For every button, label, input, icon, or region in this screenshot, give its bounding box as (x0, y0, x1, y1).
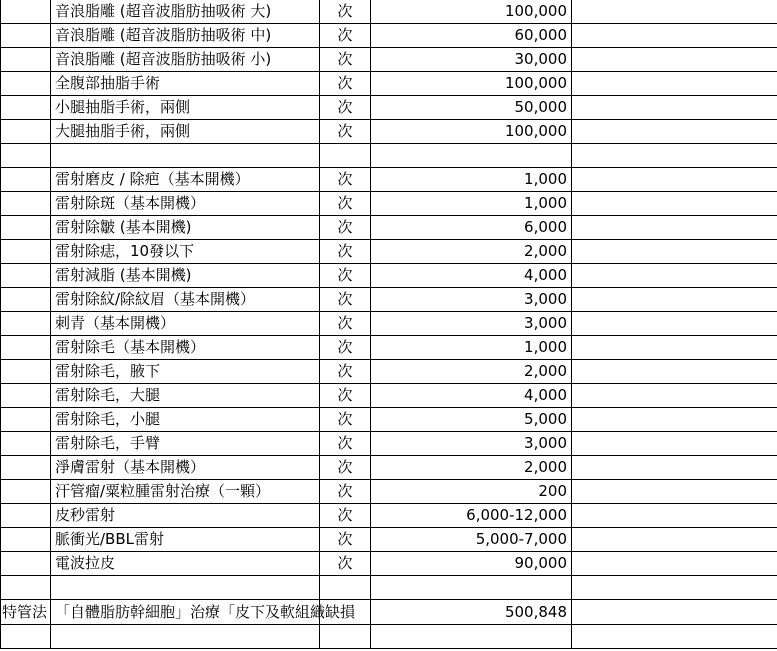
price-cell[interactable]: 3,000 (371, 312, 572, 336)
category-cell[interactable] (1, 312, 51, 336)
empty-cell[interactable] (572, 48, 777, 72)
item-name-cell[interactable]: 雷射除斑（基本開機） (51, 192, 320, 216)
item-name-cell[interactable]: 雷射除痣，10發以下 (51, 240, 320, 264)
empty-cell[interactable] (572, 600, 777, 625)
table-row (1, 120, 777, 144)
empty-cell[interactable] (572, 384, 777, 408)
category-cell[interactable] (1, 288, 51, 312)
empty-cell[interactable] (572, 504, 777, 528)
category-cell[interactable] (1, 216, 51, 240)
unit-cell[interactable]: 次 (320, 360, 371, 384)
empty-cell[interactable] (572, 408, 777, 432)
table-row (1, 168, 777, 192)
table-row (1, 504, 777, 528)
price-cell[interactable] (371, 576, 572, 600)
item-name-cell[interactable]: 大腿抽脂手術，兩側 (51, 120, 320, 144)
empty-cell[interactable] (572, 192, 777, 216)
unit-cell[interactable]: 次 (320, 192, 371, 216)
empty-cell[interactable] (572, 312, 777, 336)
table-row (1, 312, 777, 336)
category-cell[interactable] (1, 576, 51, 600)
unit-cell[interactable]: 次 (320, 336, 371, 360)
item-name-cell[interactable]: 雷射除皺 (基本開機) (51, 216, 320, 240)
category-cell[interactable] (1, 72, 51, 96)
table-row (1, 552, 777, 576)
unit-cell[interactable]: 次 (320, 312, 371, 336)
unit-cell[interactable]: 次 (320, 264, 371, 288)
price-cell[interactable]: 30,000 (371, 48, 572, 72)
table-row (1, 432, 777, 456)
item-name-cell[interactable]: 皮秒雷射 (51, 504, 320, 528)
item-name-cell[interactable]: 雷射除毛，手臂 (51, 432, 320, 456)
price-cell[interactable]: 3,000 (371, 432, 572, 456)
empty-cell[interactable] (572, 0, 777, 24)
unit-cell[interactable]: 次 (320, 24, 371, 48)
price-cell[interactable]: 2,000 (371, 240, 572, 264)
category-cell[interactable] (1, 456, 51, 480)
item-name-cell[interactable]: 音浪脂雕 (超音波脂肪抽吸術 中) (51, 24, 320, 48)
unit-cell[interactable]: 次 (320, 96, 371, 120)
table-row (1, 192, 777, 216)
unit-cell[interactable] (320, 576, 371, 600)
table-row (1, 240, 777, 264)
table-row (1, 48, 777, 72)
unit-cell[interactable]: 次 (320, 288, 371, 312)
category-cell[interactable] (1, 480, 51, 504)
price-cell[interactable]: 6,000 (371, 216, 572, 240)
category-cell[interactable] (1, 432, 51, 456)
empty-cell[interactable] (572, 576, 777, 600)
price-cell[interactable]: 1,000 (371, 168, 572, 192)
empty-cell[interactable] (572, 24, 777, 48)
category-cell[interactable] (1, 120, 51, 144)
empty-cell[interactable] (572, 360, 777, 384)
category-cell[interactable] (1, 336, 51, 360)
empty-cell[interactable] (572, 336, 777, 360)
table-row (1, 528, 777, 552)
empty-cell[interactable] (572, 144, 777, 168)
price-cell[interactable]: 100,000 (371, 0, 572, 24)
unit-cell[interactable]: 次 (320, 456, 371, 480)
empty-cell[interactable] (572, 528, 777, 552)
price-cell[interactable]: 1,000 (371, 192, 572, 216)
price-cell[interactable]: 1,000 (371, 336, 572, 360)
table-row (1, 576, 777, 600)
item-name-cell[interactable]: 雷射除毛，大腿 (51, 384, 320, 408)
unit-cell[interactable]: 次 (320, 504, 371, 528)
price-table-body (1, 0, 777, 649)
item-name-cell[interactable]: 淨膚雷射（基本開機） (51, 456, 320, 480)
item-name-cell[interactable]: 全腹部抽脂手術 (51, 72, 320, 96)
item-name-cell[interactable]: 「自體脂肪幹細胞」治療「皮下及軟組織缺損 (51, 600, 320, 625)
category-cell[interactable] (1, 48, 51, 72)
price-cell[interactable]: 500,848 (371, 600, 572, 625)
price-cell[interactable] (371, 625, 572, 649)
table-row (1, 144, 777, 168)
category-cell[interactable]: 特管法 (1, 600, 51, 625)
unit-cell[interactable]: 次 (320, 216, 371, 240)
price-cell[interactable]: 6,000-12,000 (371, 504, 572, 528)
table-row (1, 384, 777, 408)
item-name-cell[interactable]: 雷射除紋/除紋眉（基本開機） (51, 288, 320, 312)
unit-cell[interactable] (320, 625, 371, 649)
table-row (1, 336, 777, 360)
empty-cell[interactable] (572, 288, 777, 312)
unit-cell[interactable]: 次 (320, 384, 371, 408)
empty-cell[interactable] (572, 264, 777, 288)
price-cell[interactable]: 4,000 (371, 264, 572, 288)
item-name-cell[interactable]: 音浪脂雕 (超音波脂肪抽吸術 小) (51, 48, 320, 72)
unit-cell[interactable]: 次 (320, 0, 371, 24)
table-row (1, 288, 777, 312)
item-name-cell[interactable]: 電波拉皮 (51, 552, 320, 576)
unit-cell[interactable]: 次 (320, 120, 371, 144)
empty-cell[interactable] (572, 552, 777, 576)
item-name-cell[interactable]: 雷射除毛（基本開機） (51, 336, 320, 360)
table-row (1, 408, 777, 432)
item-name-cell[interactable]: 汗管瘤/粟粒腫雷射治療（一顆） (51, 480, 320, 504)
table-row (1, 96, 777, 120)
price-cell[interactable]: 5,000-7,000 (371, 528, 572, 552)
price-cell[interactable]: 100,000 (371, 72, 572, 96)
category-cell[interactable] (1, 360, 51, 384)
table-row (1, 456, 777, 480)
price-cell[interactable]: 200 (371, 480, 572, 504)
unit-cell[interactable]: 次 (320, 480, 371, 504)
item-name-cell[interactable]: 音浪脂雕 (超音波脂肪抽吸術 大) (51, 0, 320, 24)
category-cell[interactable] (1, 528, 51, 552)
unit-cell[interactable]: 次 (320, 528, 371, 552)
empty-cell[interactable] (572, 456, 777, 480)
table-row (1, 480, 777, 504)
item-name-cell[interactable]: 雷射除毛，小腿 (51, 408, 320, 432)
empty-cell[interactable] (572, 625, 777, 649)
price-cell[interactable]: 60,000 (371, 24, 572, 48)
category-cell[interactable] (1, 384, 51, 408)
category-cell[interactable] (1, 24, 51, 48)
item-name-cell[interactable]: 刺青（基本開機） (51, 312, 320, 336)
category-cell[interactable] (1, 168, 51, 192)
price-cell[interactable]: 90,000 (371, 552, 572, 576)
price-cell[interactable]: 50,000 (371, 96, 572, 120)
item-name-cell[interactable] (51, 144, 320, 168)
unit-cell[interactable]: 次 (320, 432, 371, 456)
unit-cell[interactable]: 次 (320, 240, 371, 264)
item-name-cell[interactable] (51, 576, 320, 600)
empty-cell[interactable] (572, 432, 777, 456)
price-cell[interactable]: 2,000 (371, 456, 572, 480)
price-cell[interactable]: 100,000 (371, 120, 572, 144)
category-cell[interactable] (1, 0, 51, 24)
category-cell[interactable] (1, 625, 51, 649)
table-row (1, 264, 777, 288)
category-cell[interactable] (1, 96, 51, 120)
table-row (1, 625, 777, 649)
empty-cell[interactable] (572, 216, 777, 240)
category-cell[interactable] (1, 240, 51, 264)
category-cell[interactable] (1, 192, 51, 216)
category-cell[interactable] (1, 144, 51, 168)
table-row (1, 72, 777, 96)
empty-cell[interactable] (572, 96, 777, 120)
price-cell[interactable]: 4,000 (371, 384, 572, 408)
empty-cell[interactable] (572, 168, 777, 192)
table-row (1, 24, 777, 48)
price-cell[interactable]: 5,000 (371, 408, 572, 432)
empty-cell[interactable] (572, 72, 777, 96)
table-row (1, 0, 777, 24)
item-name-cell[interactable]: 雷射減脂 (基本開機) (51, 264, 320, 288)
unit-cell[interactable]: 次 (320, 48, 371, 72)
empty-cell[interactable] (572, 240, 777, 264)
item-name-cell[interactable] (51, 625, 320, 649)
price-cell[interactable]: 3,000 (371, 288, 572, 312)
unit-cell[interactable]: 次 (320, 408, 371, 432)
table-row (1, 360, 777, 384)
category-cell[interactable] (1, 264, 51, 288)
unit-cell[interactable]: 次 (320, 168, 371, 192)
category-cell[interactable] (1, 504, 51, 528)
category-cell[interactable] (1, 408, 51, 432)
unit-cell[interactable]: 次 (320, 552, 371, 576)
item-name-cell[interactable]: 脈衝光/BBL雷射 (51, 528, 320, 552)
item-name-cell[interactable]: 雷射除毛，腋下 (51, 360, 320, 384)
empty-cell[interactable] (572, 120, 777, 144)
price-cell[interactable]: 2,000 (371, 360, 572, 384)
table-row (1, 600, 777, 625)
empty-cell[interactable] (572, 480, 777, 504)
category-cell[interactable] (1, 552, 51, 576)
table-row (1, 216, 777, 240)
price-cell[interactable] (371, 144, 572, 168)
item-name-cell[interactable]: 雷射磨皮 / 除疤（基本開機） (51, 168, 320, 192)
unit-cell[interactable] (320, 144, 371, 168)
item-name-cell[interactable]: 小腿抽脂手術，兩側 (51, 96, 320, 120)
unit-cell[interactable]: 次 (320, 72, 371, 96)
